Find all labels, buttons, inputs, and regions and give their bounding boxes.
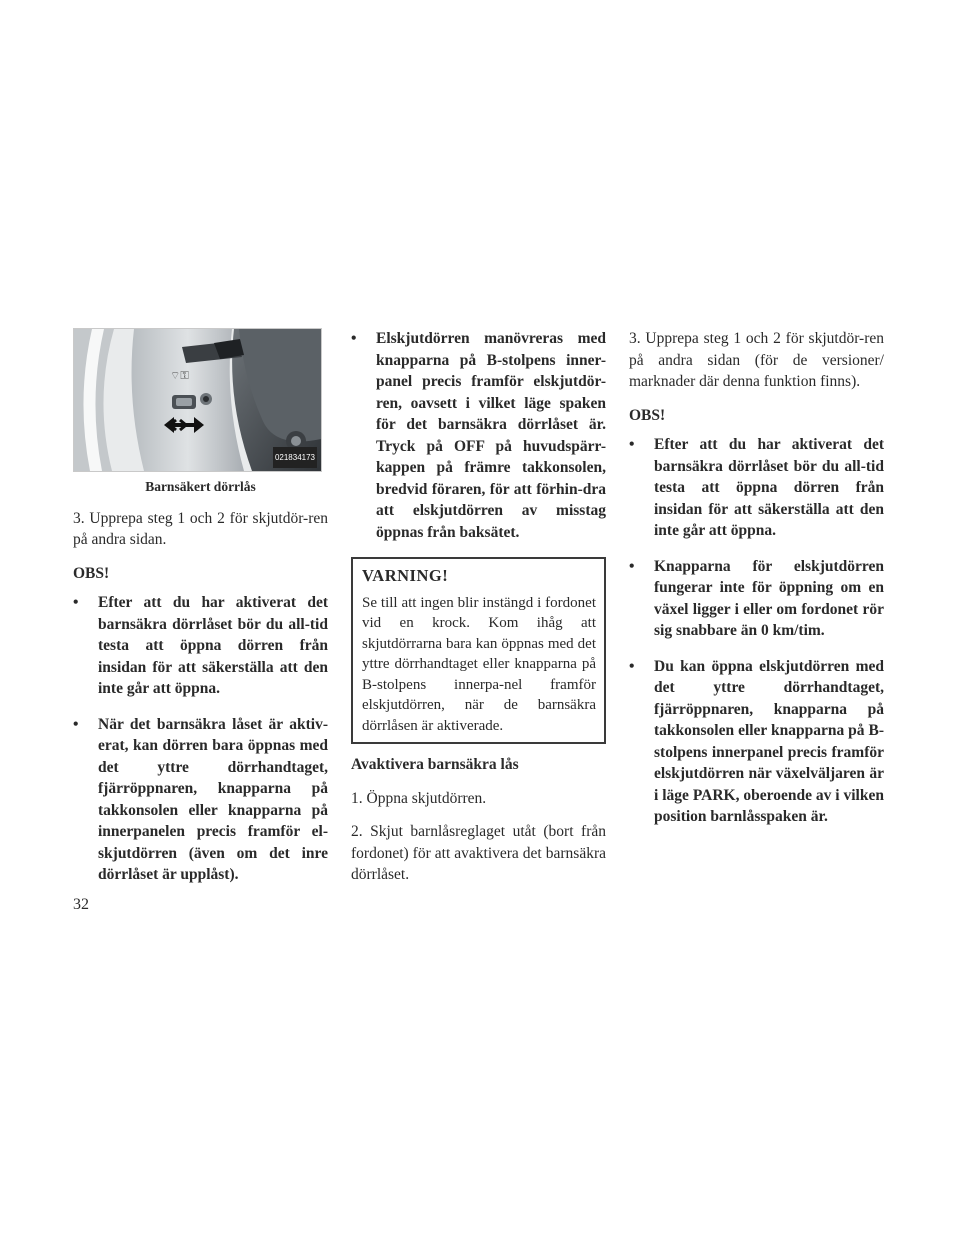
column-2: [351, 328, 606, 898]
note-list: [351, 328, 606, 543]
list-item: • Elskjutdörren manövreras med knapparna på B-stolpens inner-panel precis framför elskjutdör-ren, oavsett i vilket läge spaken för det barnsäkra dörrlåset är. Tryck på OFF på huvudspärr-kappen på främre takkonsolen, bredvid föraren, för att förhin-dra att elskjutdörren av misstag öppnas från baksätet.: [351, 328, 606, 543]
figure-code: 021834173: [273, 447, 317, 469]
note-heading: OBS!: [73, 564, 110, 582]
figure-caption: Barnsäkert dörrlås: [145, 479, 256, 494]
step-1: 1. Öppna skjutdörren.: [351, 789, 487, 807]
step-2: 2. Skjut barnlåsreglaget utåt (bort från fordonet) för att avaktivera det barnsäkra dörrlåset.: [351, 823, 606, 883]
note-heading: OBS!: [629, 406, 666, 424]
warning-box: [351, 557, 606, 744]
list-item: • När det barnsäkra låset är aktiv-erat, kan dörren bara öppnas med det yttre dörrhandtaget, fjärröppnaren, knapparna på takkonsolen eller knapparna på innerpanelen precis framför el-skjutdörren (även om det inre dörrlåset är upplåst).: [73, 714, 328, 886]
column-1: [73, 328, 328, 900]
list-item: • Efter att du har aktiverat det barnsäkra dörrlåset bör du all-tid testa att öppna dörren från insidan för att säkerställa att den inte går att öppna.: [629, 434, 884, 542]
note-list: [73, 592, 328, 886]
page-number: 32: [73, 896, 89, 913]
list-item: • Efter att du har aktiverat det barnsäkra dörrlåset bör du all-tid testa att öppna dörren från insidan för att säkerställa att den inte går att öppna.: [73, 592, 328, 700]
column-3: [629, 328, 884, 842]
svg-text:⌔⚿: ⌔⚿: [170, 369, 189, 382]
step-3: 3. Upprepa steg 1 och 2 för skjutdör-ren på andra sidan (för de versioner/ marknader där denna funktion finns).: [629, 330, 884, 390]
note-list: [629, 434, 884, 828]
step-3: 3. Upprepa steg 1 och 2 för skjutdör-ren på andra sidan.: [73, 509, 328, 548]
list-item: • Knapparna för elskjutdörren fungerar inte för öppning om en växel ligger i eller om fordonet rör sig snabbare än 0 km/tim.: [629, 556, 884, 642]
section-heading: Avaktivera barnsäkra lås: [351, 756, 519, 773]
warning-text: Se till att ingen blir instängd i fordonet vid en krock. Kom ihåg att skjutdörrarna bara kan öppnas med det yttre dörrhandtaget eller knapparna på B-stolpens innerpa-nel framför elskjutdörren, när de barnsäkra dörrlåsen är aktiverade.: [362, 594, 596, 734]
warning-title: VARNING!: [362, 566, 449, 585]
list-item: • Du kan öppna elskjutdörren med det yttre dörrhandtaget, fjärröppnaren, knapparna på takkonsolen eller knapparna på B-stolpens innerpanel precis framför elskjutdörren när växelväljaren är i läge PARK, oberoende av i vilken position barnlåsspaken är.: [629, 656, 884, 828]
child-lock-figure: [73, 328, 322, 472]
